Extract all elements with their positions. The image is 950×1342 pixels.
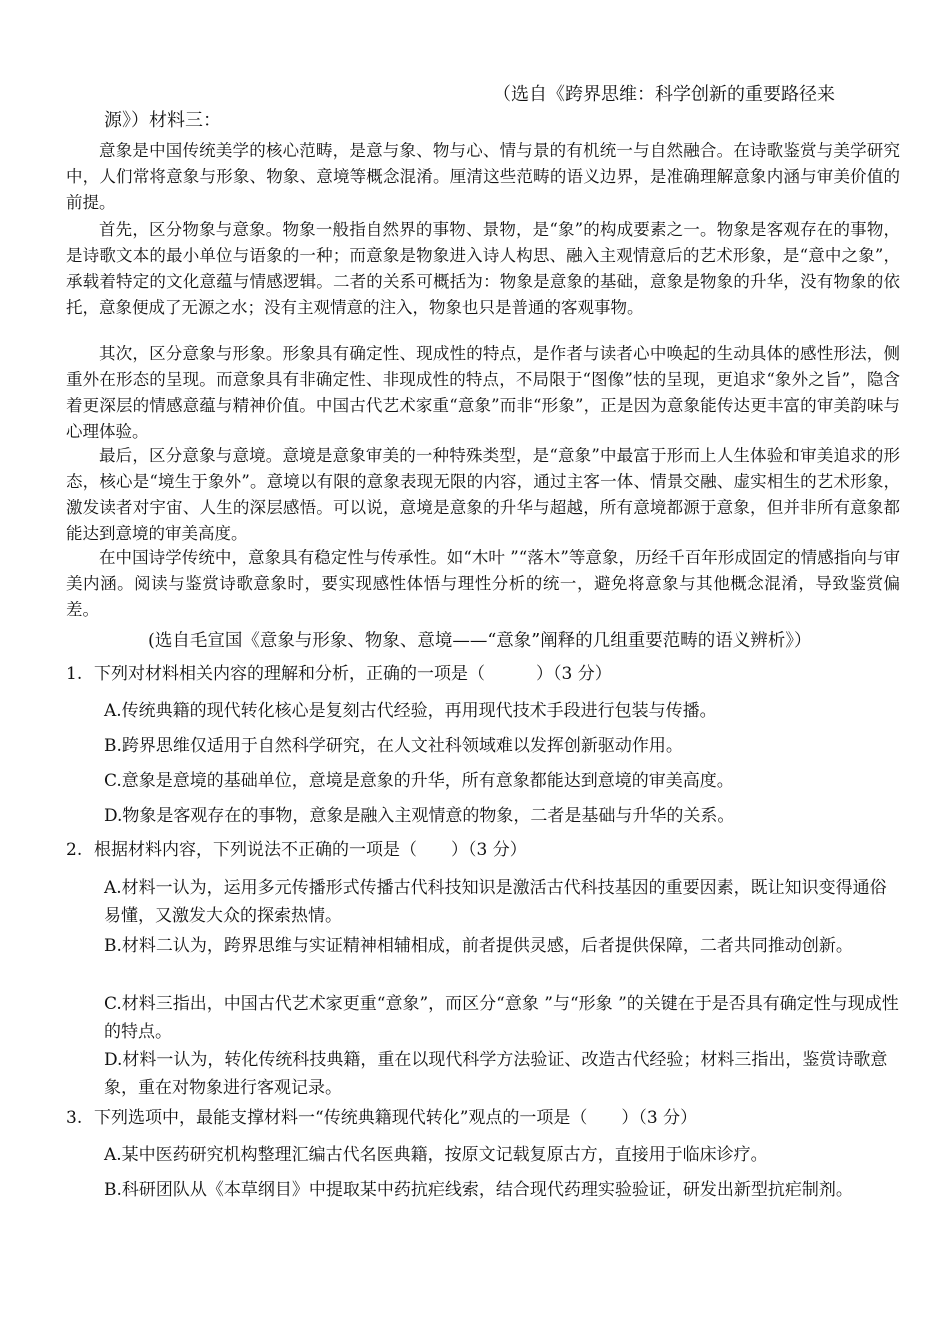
question-1-number: 1.: [66, 664, 83, 684]
paragraph-intro: 意象是中国传统美学的核心范畴，是意与象、物与心、情与景的有机统一与自然融合。在诗歌鉴赏与美学研究中，人们常将意象与形象、物象、意境等概念混淆。厘清这些范畴的语义边界，是准确理解意象内涵与审美价值的前提。: [66, 141, 900, 212]
question-1-option-c: C.意象是意境的基础单位，意境是意象的升华，所有意象都能达到意境的审美高度。: [104, 771, 734, 791]
source-citation-top-line2: 源》）材料三：: [104, 110, 221, 131]
question-1-option-b: B.跨界思维仅适用于自然科学研究，在人文社科领域难以发挥创新驱动作用。: [104, 736, 683, 756]
question-2-option-c: C.材料三指出，中国古代艺术家更重“意象”，而区分“意象 ”与“形象 ”的关键在于是否具有确定性与现成性的特点。: [104, 994, 899, 1042]
paragraph-xingxiang: 其次，区分意象与形象。形象具有确定性、现成性的特点，是作者与读者心中唤起的生动具体的感性形法，侧重外在形态的呈现。而意象具有非确定性、非现成性的特点，不局限于“图像”怯的呈现，更追求“象外之旨”，隐含着更深层的情感意蕴与精神价值。中国古代艺术家重“意象”而非“形象”，正是因为意象能传达更丰富的审美韵味与心理体验。: [66, 344, 900, 441]
question-2-option-b: B.材料二认为，跨界思维与实证精神相辅相成，前者提供灵感，后者提供保障，二者共同推动创新。: [104, 936, 853, 956]
source-citation-bottom: (选自毛宣国《意象与形象、物象、意境——“意象”阐释的几组重要范畴的语义辨析》）: [148, 631, 812, 651]
question-2-stem: [66, 836, 900, 864]
question-1-option-a: A.传统典籍的现代转化核心是复刻古代经验，再用现代技术手段进行包装与传播。: [104, 701, 717, 721]
paragraph-tradition: 在中国诗学传统中，意象具有稳定性与传承性。如“木叶 ”“落木”等意象，历经千百年形成固定的情感指向与审美内涵。阅读与鉴赏诗歌意象时，要实现感性体悟与理性分析的统一，避免将意象与其他概念混淆，导致鉴赏偏差。: [66, 548, 900, 619]
question-3-text: 下列选项中，最能支撑材料一“传统典籍现代转化”观点的一项是（ ）（3 分）: [94, 1108, 698, 1128]
paragraph-yijing: 最后，区分意象与意境。意境是意象审美的一种特殊类型，是“意象”中最富于形而上人生体验和审美追求的形态，核心是“境生于象外”。意境以有限的意象表现无限的内容，通过主客一体、情景交融、虚实相生的艺术形象，激发读者对宇宙、人生的深层感悟。可以说，意境是意象的升华与超越，所有意境都源于意象，但并非所有意象都能达到意境的审美高度。: [66, 446, 900, 543]
question-3-option-a: A.某中医药研究机构整理汇编古代名医典籍，按原文记载复原古方，直接用于临床诊疗。: [104, 1145, 768, 1165]
question-3-stem: [66, 1104, 900, 1132]
question-2-option-a: A.材料一认为，运用多元传播形式传播古代科技知识是激活古代科技基因的重要因素，既让知识变得通俗易懂，又激发大众的探索热情。: [104, 878, 887, 926]
question-3-option-b: B.科研团队从《本草纲目》中提取某中药抗疟线索，结合现代药理实验验证，研发出新型抗疟制剂。: [104, 1180, 853, 1200]
question-1-option-d: D.物象是客观存在的事物，意象是融入主观情意的物象，二者是基础与升华的关系。: [104, 806, 735, 826]
question-2-number: 2.: [66, 840, 83, 860]
question-3-number: 3.: [66, 1108, 83, 1128]
question-2-option-d: D.材料一认为，转化传统科技典籍，重在以现代科学方法验证、改造古代经验；材料三指出，鉴赏诗歌意象，重在对物象进行客观记录。: [104, 1050, 888, 1098]
question-2-text: 根据材料内容，下列说法不正确的一项是（ ）（3 分）: [94, 840, 527, 860]
source-citation-top-line1: （选自《跨界思维：科学创新的重要路径来: [493, 84, 835, 105]
question-1-text: 下列对材料相关内容的理解和分析，正确的一项是（ ）（3 分）: [94, 664, 612, 684]
paragraph-wuxiang: 首先，区分物象与意象。物象一般指自然界的事物、景物，是“象”的构成要素之一。物象是客观存在的事物，是诗歌文本的最小单位与语象的一种；而意象是物象进入诗人构思、融入主观情意后的艺术形象，是“意中之象”，承载着特定的文化意蕴与情感逻辑。二者的关系可概括为：物象是意象的基础，意象是物象的升华，没有物象的依托，意象便成了无源之水；没有主观情意的注入，物象也只是普通的客观事物。: [66, 220, 900, 317]
question-1-stem: [66, 660, 900, 688]
